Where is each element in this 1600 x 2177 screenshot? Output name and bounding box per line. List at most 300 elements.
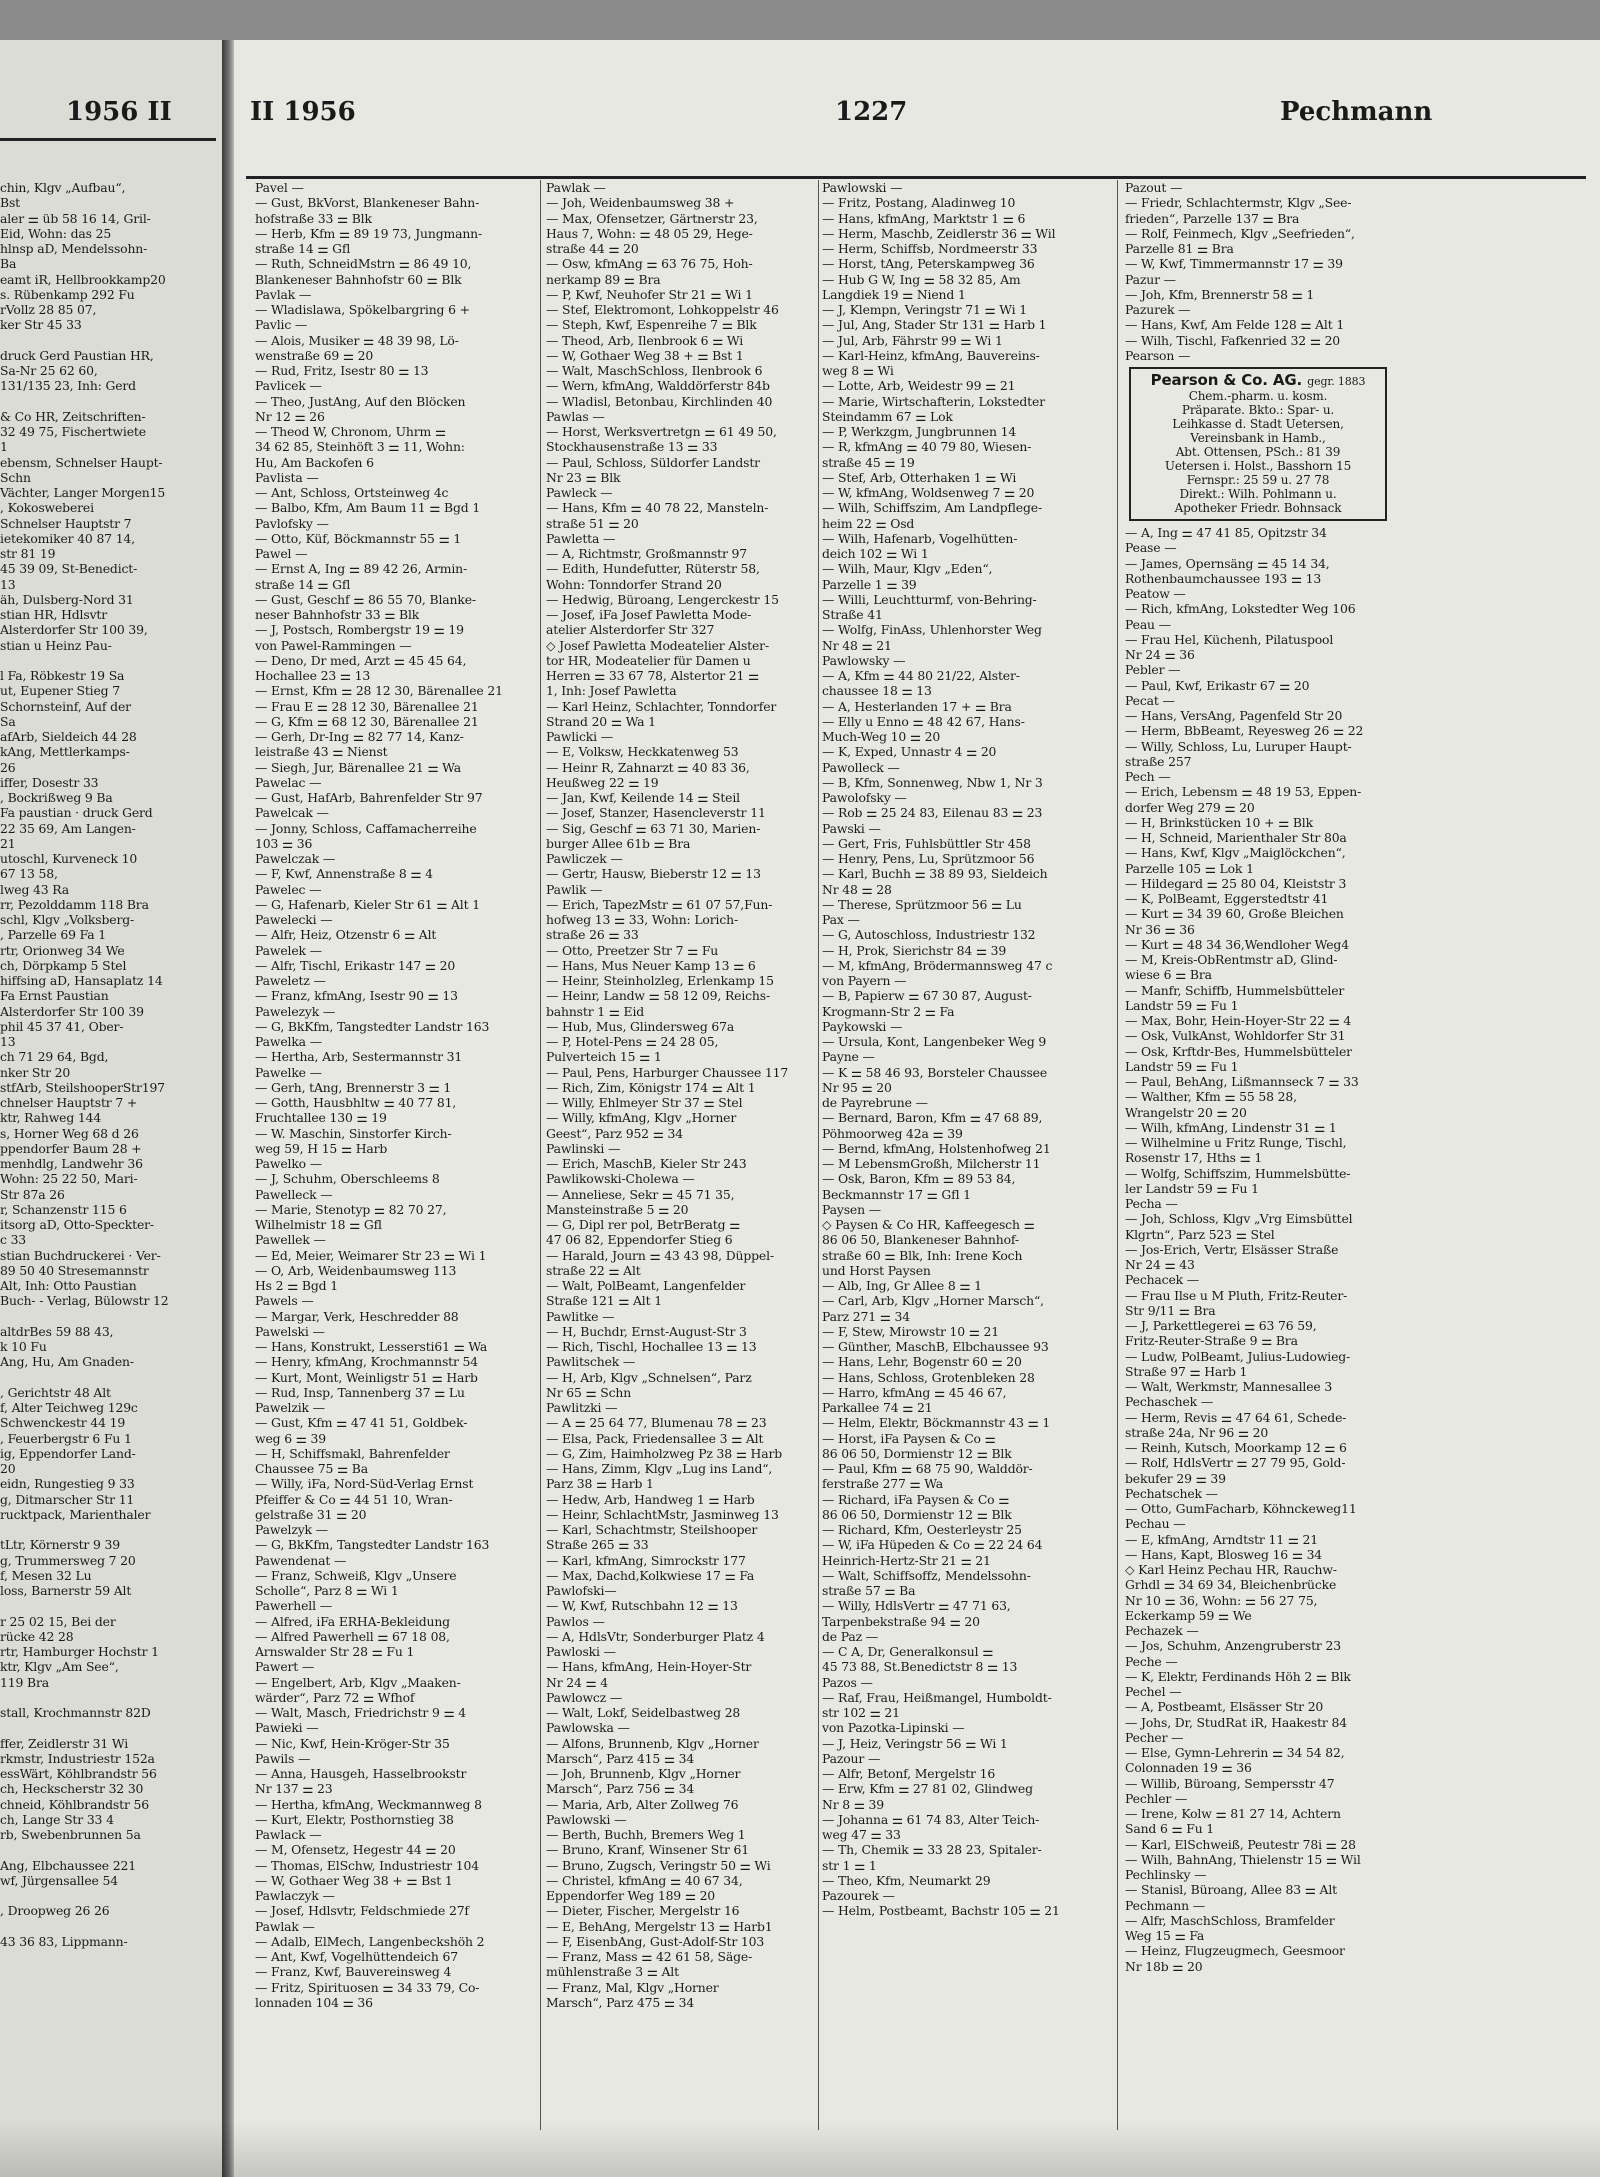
directory-line: — H, Schiffsmakl, Bahrenfelder (255, 1445, 450, 1461)
directory-line: — Herm, Schiffsb, Nordmeerstr 33 (822, 241, 1038, 256)
directory-line: , Feuerbergstr 6 Fu 1 (0, 1430, 132, 1446)
directory-line: Nr 8 ⚌ 39 (822, 1796, 884, 1812)
directory-line: — Hans, Kwf, Am Felde 128 ⚌ Alt 1 (1125, 317, 1345, 333)
directory-line: — Hertha, Arb, Sestermannstr 31 (255, 1049, 463, 1065)
directory-line: Pawlowska — (546, 1720, 630, 1736)
directory-line: — Otto, Küf, Böckmannstr 55 ⚌ 1 (255, 530, 462, 546)
directory-line: — Nic, Kwf, Hein-Kröger-Str 35 (255, 1735, 450, 1751)
directory-line: r, Schanzenstr 115 6 (0, 1201, 127, 1217)
column-divider (1117, 180, 1118, 2130)
directory-line: 21 (0, 835, 16, 851)
directory-line: Nr 65 ⚌ Schn (546, 1384, 632, 1400)
directory-line: — Ernst, Kfm ⚌ 28 12 30, Bärenallee 21 (255, 683, 503, 699)
directory-line: ktr, Klgv „Am See“, (0, 1659, 119, 1675)
directory-line: Payne — (822, 1049, 875, 1065)
directory-line (0, 333, 214, 348)
directory-line: — Gust, Kfm ⚌ 47 41 51, Goldbek- (255, 1415, 468, 1431)
directory-line: — Christel, kfmAng ⚌ 40 67 34, (546, 1872, 743, 1888)
directory-line: — Kurt, Elektr, Posthornstieg 38 (255, 1811, 454, 1827)
directory-line: stall, Krochmannstr 82D (0, 1705, 151, 1720)
directory-line: — Rich, Zim, Königstr 174 ⚌ Alt 1 (546, 1079, 756, 1095)
directory-line: — Stanisl, Büroang, Allee 83 ⚌ Alt (1125, 1882, 1337, 1898)
directory-line: Pechler — (1125, 1790, 1188, 1806)
directory-line: Pazos — (822, 1674, 873, 1690)
directory-line: Wohn: Tonndorfer Strand 20 (546, 576, 722, 592)
directory-line: 20 (0, 1461, 16, 1476)
directory-line: — Max, Dachd,Kolkwiese 17 ⚌ Fa (546, 1567, 755, 1583)
directory-line: Pavel — (255, 180, 304, 195)
directory-line: Krogmann-Str 2 ⚌ Fa (822, 1003, 955, 1019)
directory-line: straße 51 ⚌ 20 (546, 515, 639, 531)
directory-line: — Hans, Mus Neuer Kamp 13 ⚌ 6 (546, 957, 756, 973)
directory-line: — Wilhelmine u Fritz Runge, Tischl, (1125, 1135, 1347, 1150)
directory-line: — Joh, Schloss, Klgv „Vrg Eimsbüttel (1125, 1211, 1353, 1227)
directory-line: — Karl, ElSchweiß, Peutestr 78i ⚌ 28 (1125, 1836, 1356, 1852)
directory-line: Chaussee 75 ⚌ Ba (255, 1461, 368, 1476)
directory-line (0, 1842, 214, 1857)
directory-line: Pazout — (1125, 180, 1183, 195)
left-page-header: 1956 II (66, 97, 172, 127)
directory-line: straße 14 ⚌ Gfl (255, 576, 351, 592)
directory-line: — Deno, Dr med, Arzt ⚌ 45 45 64, (255, 652, 467, 668)
directory-line: Nr 36 ⚌ 36 (1125, 921, 1195, 937)
directory-line: Pechatschek — (1125, 1485, 1218, 1501)
directory-line: — Alfons, Brunnenb, Klgv „Horner (546, 1735, 759, 1751)
directory-line: wärder“, Parz 72 ⚌ Wfhof (255, 1689, 415, 1705)
directory-line: Colonnaden 19 ⚌ 36 (1125, 1760, 1252, 1776)
directory-line: Stockhausenstraße 13 ⚌ 33 (546, 439, 718, 455)
directory-line: — Bernard, Baron, Kfm ⚌ 47 68 89, (822, 1110, 1043, 1126)
directory-line: Landstr 59 ⚌ Fu 1 (1125, 997, 1239, 1013)
directory-line: Pawlicki — (546, 729, 613, 744)
directory-line: Buch- - Verlag, Bülowstr 12 (0, 1293, 169, 1309)
directory-line: 1, Inh: Josef Pawletta (546, 683, 677, 699)
directory-line: — Wilh, BahnAng, Thielenstr 15 ⚌ Wil (1125, 1851, 1361, 1867)
directory-line: — A, Ing ⚌ 47 41 85, Opitzstr 34 (1125, 525, 1327, 540)
directory-line: menhdlg, Landwehr 36 (0, 1156, 143, 1171)
directory-line: — M, Kreis-ObRentmstr aD, Glind- (1125, 952, 1338, 967)
directory-line: k 10 Fu (0, 1339, 47, 1354)
directory-line: straße 22 ⚌ Alt (546, 1262, 641, 1278)
directory-line: — Walther, Kfm ⚌ 55 58 28, (1125, 1089, 1297, 1105)
directory-line: Pawolofsky — (822, 790, 907, 805)
directory-line: ut, Eupener Stieg 7 (0, 683, 120, 699)
directory-line: — Kurt, Mont, Weinligstr 51 ⚌ Harb (255, 1369, 478, 1385)
directory-line: — O, Arb, Weidenbaumsweg 113 (255, 1262, 457, 1278)
directory-line: — G, Dipl rer pol, BetrBeratg ⚌ (546, 1217, 741, 1232)
directory-line: — Else, Gymn-Lehrerin ⚌ 34 54 82, (1125, 1745, 1345, 1760)
directory-line: 45 73 88, St.Benedictstr 8 ⚌ 13 (822, 1659, 1018, 1675)
directory-line: Pebler — (1125, 662, 1181, 678)
directory-line: — Ludw, PolBeamt, Julius-Ludowieg- (1125, 1348, 1351, 1364)
directory-line: — Günther, MaschB, Elbchaussee 93 (822, 1339, 1049, 1354)
directory-line: — Harro, kfmAng ⚌ 45 46 67, (822, 1384, 1007, 1400)
directory-line: Pavlak — (255, 286, 312, 302)
directory-line: Sa-Nr 25 62 60, (0, 363, 98, 378)
directory-line: — Walt, Lokf, Seidelbastweg 28 (546, 1705, 741, 1720)
directory-line: Marsch“, Parz 756 ⚌ 34 (546, 1781, 695, 1797)
directory-line: — Fritz, Spirituosen ⚌ 34 33 79, Co- (255, 1979, 480, 1995)
directory-line: — Harald, Journ ⚌ 43 43 98, Düppel- (546, 1247, 774, 1263)
directory-line: — Josef, iFa Josef Pawletta Mode- (546, 607, 752, 622)
directory-line: — Gerh, tAng, Brennerstr 3 ⚌ 1 (255, 1079, 452, 1095)
directory-line: Pechaschek — (1125, 1394, 1214, 1410)
directory-line: — Rolf, Feinmech, Klgv „Seefrieden“, (1125, 225, 1355, 241)
directory-line: — A, HdlsVtr, Sonderburger Platz 4 (546, 1628, 765, 1644)
directory-line: — Jonny, Schloss, Caffamacherreihe (255, 820, 477, 836)
directory-line: Pawelec — (255, 881, 322, 897)
directory-line: Nr 18b ⚌ 20 (1125, 1958, 1203, 1974)
directory-line: — Rolf, HdlsVertr ⚌ 27 79 95, Gold- (1125, 1455, 1346, 1471)
directory-line: s. Rübenkamp 292 Fu (0, 286, 135, 302)
column-divider (540, 180, 541, 2130)
directory-line: — Hans, Kfm ⚌ 40 78 22, Mansteln- (546, 500, 769, 516)
directory-line: — Johs, Dr, StudRat iR, Haakestr 84 (1125, 1714, 1347, 1730)
directory-line: — Stef, Arb, Otterhaken 1 ⚌ Wi (822, 469, 1017, 485)
directory-line: — Balbo, Kfm, Am Baum 11 ⚌ Bgd 1 (255, 500, 481, 516)
directory-line: 22 35 69, Am Langen- (0, 820, 136, 836)
directory-line: Nr 137 ⚌ 23 (255, 1781, 333, 1797)
directory-line: — James, Opernsäng ⚌ 45 14 34, (1125, 555, 1330, 571)
directory-line: — Alfr, Betonf, Mergelstr 16 (822, 1766, 996, 1781)
directory-line: 1 (0, 439, 8, 455)
directory-line: — K ⚌ 58 46 93, Borsteler Chaussee (822, 1064, 1048, 1080)
directory-line: Straße 121 ⚌ Alt 1 (546, 1293, 662, 1309)
directory-line: — E, kfmAng, Arndtstr 11 ⚌ 21 (1125, 1531, 1318, 1547)
directory-line: — Gert, Fris, Fuhlsbüttler Str 458 (822, 835, 1031, 851)
directory-line: — Theod W, Chronom, Uhrm ⚌ (255, 424, 446, 439)
directory-line: , Parzelle 69 Fa 1 (0, 927, 106, 943)
directory-line: str 102 ⚌ 21 (822, 1705, 900, 1720)
directory-line: Haus 7, Wohn: ⚌ 48 05 29, Hege- (546, 225, 753, 241)
directory-line: — Walt, PolBeamt, Langenfelder (546, 1278, 746, 1293)
directory-line: Pawlowcz — (546, 1689, 623, 1705)
directory-line: Pawelko — (255, 1156, 323, 1171)
directory-line: straße 26 ⚌ 33 (546, 927, 639, 943)
directory-line: ker Str 45 33 (0, 317, 82, 333)
directory-line: — Max, Bohr, Hein-Hoyer-Str 22 ⚌ 4 (1125, 1013, 1352, 1028)
directory-line: ◇ Josef Pawletta Modeatelier Alster- (546, 637, 769, 653)
directory-line: — Sig, Geschf ⚌ 63 71 30, Marien- (546, 820, 761, 836)
directory-line: Pavlicek — (255, 378, 322, 394)
directory-line: essWärt, Köhlbrandstr 56 (0, 1766, 157, 1781)
directory-line: straße 24a, Nr 96 ⚌ 20 (1125, 1424, 1269, 1440)
directory-line: — Gust, Geschf ⚌ 86 55 70, Blanke- (255, 591, 476, 607)
directory-line: — G, BkKfm, Tangstedter Landstr 163 (255, 1537, 490, 1553)
directory-line: — Willy, HdlsVertr ⚌ 47 71 63, (822, 1598, 1011, 1614)
directory-line: Pawelzyk — (255, 1522, 328, 1537)
directory-line: stian HR, Hdlsvtr (0, 607, 108, 622)
directory-line: — W, Gothaer Weg 38 + ⚌ Bst 1 (255, 1872, 453, 1888)
directory-line: von Pawel-Rammingen — (255, 637, 412, 653)
directory-line: — Helm, Elektr, Böckmannstr 43 ⚌ 1 (822, 1415, 1051, 1431)
directory-line: Parz 271 ⚌ 34 (822, 1308, 911, 1324)
directory-line: — Herb, Kfm ⚌ 89 19 73, Jungmann- (255, 225, 483, 241)
page-year-header: II 1956 (250, 97, 356, 127)
directory-line: — Franz, Schweiß, Klgv „Unsere (255, 1567, 457, 1583)
directory-line: ig, Eppendorfer Land- (0, 1445, 136, 1461)
directory-line: Pawelke — (255, 1064, 322, 1080)
directory-line: — Richard, Kfm, Oesterleystr 25 (822, 1522, 1022, 1537)
directory-line: — F, Kwf, Annenstraße 8 ⚌ 4 (255, 866, 433, 882)
directory-line: — Wladislawa, Spökelbargring 6 + (255, 302, 470, 317)
directory-line: tor HR, Modeatelier für Damen u (546, 652, 751, 668)
directory-line: lonnaden 104 ⚌ 36 (255, 1994, 373, 2010)
directory-line: Tarpenbekstraße 94 ⚌ 20 (822, 1613, 980, 1629)
directory-line: weg 47 ⚌ 33 (822, 1827, 901, 1842)
directory-line: Pawelac — (255, 774, 322, 790)
directory-line: Ang, Hu, Am Gnaden- (0, 1354, 134, 1370)
directory-line: — K, Exped, Unnastr 4 ⚌ 20 (822, 744, 997, 760)
directory-line: — Joh, Kfm, Brennerstr 58 ⚌ 1 (1125, 286, 1315, 302)
directory-line: — Alfr, Tischl, Erikastr 147 ⚌ 20 (255, 957, 456, 973)
directory-line: iffer, Dosestr 33 (0, 774, 99, 790)
directory-line: Pawletta — (546, 530, 616, 546)
directory-line: Pawlowsky — (822, 652, 906, 668)
directory-line: Marsch“, Parz 415 ⚌ 34 (546, 1750, 695, 1766)
left-header-rule (0, 138, 216, 141)
directory-line: Nr 24 ⚌ 4 (546, 1674, 608, 1690)
directory-line: — Gust, BkVorst, Blankeneser Bahn- (255, 195, 480, 211)
directory-line: Pechel — (1125, 1684, 1182, 1699)
directory-line: — Jan, Kwf, Keilende 14 ⚌ Steil (546, 790, 740, 805)
directory-line: — Hans, Zimm, Klgv „Lug ins Land“, (546, 1461, 773, 1476)
directory-line: f, Alter Teichweg 129c (0, 1400, 138, 1415)
directory-line: str 1 ⚌ 1 (822, 1857, 877, 1873)
directory-line: straße 45 ⚌ 19 (822, 454, 915, 470)
directory-line: Alt, Inh: Otto Paustian (0, 1278, 137, 1293)
directory-line: Nr 95 ⚌ 20 (822, 1079, 892, 1095)
directory-line: Eppendorfer Weg 189 ⚌ 20 (546, 1888, 716, 1903)
directory-column-4 (1125, 180, 1393, 2130)
directory-line: Weg 15 ⚌ Fa (1125, 1928, 1205, 1943)
directory-line: — H, Arb, Klgv „Schnelsen“, Parz (546, 1369, 752, 1385)
directory-line: Pawelski — (255, 1323, 325, 1339)
directory-line: Hochallee 23 ⚌ 13 (255, 668, 371, 683)
directory-line: — Ursula, Kont, Langenbeker Weg 9 (822, 1034, 1047, 1049)
directory-line: rVollz 28 85 07, (0, 302, 97, 317)
directory-line: — Alois, Musiker ⚌ 48 39 98, Lö- (255, 332, 459, 348)
directory-line: Much-Weg 10 ⚌ 20 (822, 729, 941, 744)
directory-line (0, 1919, 214, 1934)
directory-line: Scholle“, Parz 8 ⚌ Wi 1 (255, 1583, 399, 1598)
directory-line: Präparate. Bkto.: Spar- u. (1181, 403, 1335, 417)
directory-line: Straße 265 ⚌ 33 (546, 1537, 649, 1553)
directory-line: — Heinr, Steinholzleg, Erlenkamp 15 (546, 973, 774, 988)
directory-line: gelstraße 31 ⚌ 20 (255, 1506, 367, 1522)
directory-line: — Herm, Revis ⚌ 47 64 61, Schede- (1125, 1409, 1347, 1425)
directory-line: Rosenstr 17, Hths ⚌ 1 (1125, 1150, 1263, 1166)
directory-line: — Wilh, Hafenarb, Vogelhütten- (822, 530, 1018, 546)
directory-line: Eid, Wohn: das 25 (0, 225, 112, 241)
directory-line: Pawolleck — (822, 759, 900, 775)
directory-line: — Wolfg, Schiffszim, Hummelsbütte- (1125, 1165, 1351, 1181)
directory-column-2 (546, 180, 824, 2130)
directory-line: Hs 2 ⚌ Bgd 1 (255, 1278, 338, 1293)
directory-line (0, 1598, 214, 1613)
directory-line: — Otto, GumFacharb, Köhnckeweg11 (1125, 1501, 1357, 1516)
directory-line: Straße 41 (822, 607, 883, 622)
directory-line: Pazur — (1125, 271, 1176, 287)
directory-line: 86 06 50, Dormienstr 12 ⚌ Blk (822, 1506, 1012, 1522)
directory-line: Geest“, Parz 952 ⚌ 34 (546, 1125, 683, 1141)
directory-line: — Alfred Pawerhell ⚌ 67 18 08, (255, 1628, 450, 1644)
directory-line: Schornsteinf, Auf der (0, 698, 131, 714)
directory-line: Pearson — (1125, 347, 1191, 363)
directory-line: Pecat — (1125, 692, 1175, 708)
directory-line: Wrangelstr 20 ⚌ 20 (1125, 1104, 1247, 1120)
directory-line: — F, Stew, Mirowstr 10 ⚌ 21 (822, 1323, 999, 1339)
directory-line: Pawlitzki — (546, 1400, 618, 1415)
directory-line: — Horst, iFa Paysen & Co ⚌ (822, 1430, 996, 1446)
directory-line: — K, Elektr, Ferdinands Höh 2 ⚌ Blk (1125, 1668, 1351, 1684)
directory-line: Ang, Elbchaussee 221 (0, 1857, 136, 1873)
directory-line: ler Landstr 59 ⚌ Fu 1 (1125, 1180, 1259, 1196)
directory-line: — Hans, kfmAng, Hein-Hoyer-Str (546, 1659, 752, 1675)
directory-line: — Karl-Heinz, kfmAng, Bauvereins- (822, 347, 1040, 363)
directory-line: — Willy, Schloss, Lu, Luruper Haupt- (1125, 738, 1352, 754)
directory-line: — Engelbert, Arb, Klgv „Maaken- (255, 1674, 461, 1690)
directory-line: Pazourek — (822, 1888, 895, 1903)
directory-line: — A, Hesterlanden 17 + ⚌ Bra (822, 698, 1012, 714)
directory-line: — Alfr, Heiz, Otzenstr 6 ⚌ Alt (255, 927, 437, 943)
directory-line: Blankeneser Bahnhofstr 60 ⚌ Blk (255, 271, 462, 287)
directory-line: nerkamp 89 ⚌ Bra (546, 271, 661, 287)
directory-line: rr, Pezolddamm 118 Bra (0, 896, 149, 912)
directory-line: Klgrtn“, Parz 523 ⚌ Stel (1125, 1226, 1275, 1242)
directory-line: ch, Lange Str 33 4 (0, 1811, 114, 1827)
directory-line (0, 1888, 214, 1903)
directory-line: — Franz, Mass ⚌ 42 61 58, Säge- (546, 1949, 753, 1964)
directory-line: — Thomas, ElSchw, Industriestr 104 (255, 1857, 479, 1873)
directory-line: — Gertr, Hausw, Bieberstr 12 ⚌ 13 (546, 866, 761, 882)
directory-line: Peatow — (1125, 586, 1186, 601)
directory-line: Pawelcak — (255, 805, 329, 821)
directory-line: — Hub, Mus, Glindersweg 67a (546, 1018, 735, 1034)
directory-line: — Hans, kfmAng, Marktstr 1 ⚌ 6 (822, 210, 1026, 226)
directory-line: itsorg aD, Otto-Speckter- (0, 1217, 154, 1232)
directory-line: Pawlitke — (546, 1308, 615, 1324)
directory-line: str 81 19 (0, 546, 56, 561)
directory-line: — W, Kwf, Rutschbahn 12 ⚌ 13 (546, 1598, 738, 1614)
directory-line: — Osk, VulkAnst, Wohldorfer Str 31 (1125, 1028, 1346, 1044)
directory-line: Paweletz — (255, 973, 326, 988)
directory-line (0, 653, 214, 668)
directory-line: Parzelle 105 ⚌ Lok 1 (1125, 860, 1254, 876)
directory-line: — Theod, Arb, Ilenbrook 6 ⚌ Wi (546, 332, 744, 348)
directory-line: — G, Autoschloss, Industriestr 132 (822, 927, 1036, 943)
directory-line: chaussee 18 ⚌ 13 (822, 683, 932, 699)
directory-line: Pawleck — (546, 485, 613, 500)
directory-line: — Raf, Frau, Heißmangel, Humboldt- (822, 1689, 1052, 1705)
directory-line: 119 Bra (0, 1674, 49, 1690)
directory-line: — Reinh, Kutsch, Moorkamp 12 ⚌ 6 (1125, 1440, 1347, 1455)
directory-line: — Ernst A, Ing ⚌ 89 42 26, Armin- (255, 561, 468, 577)
directory-line: — Elsa, Pack, Friedensallee 3 ⚌ Alt (546, 1430, 764, 1446)
directory-line: Pawlikowski-Cholewa — (546, 1171, 695, 1187)
directory-line: — Karl, Buchh ⚌ 38 89 93, Sieldeich (822, 866, 1048, 882)
directory-line: — Erw, Kfm ⚌ 27 81 02, Glindweg (822, 1781, 1033, 1797)
directory-line: — Karl, Schachtmstr, Steilshooper (546, 1522, 758, 1537)
directory-line: — B, Papierw ⚌ 67 30 87, August- (822, 988, 1032, 1004)
directory-line: — Osw, kfmAng ⚌ 63 76 75, Hoh- (546, 256, 753, 272)
directory-line: von Payern — (822, 973, 907, 988)
directory-line: — Edith, Hundefutter, Rüterstr 58, (546, 561, 760, 577)
directory-line: — Maria, Arb, Alter Zollweg 76 (546, 1796, 739, 1812)
directory-line: — Paul, Kfm ⚌ 68 75 90, Walddör- (822, 1461, 1033, 1476)
directory-line: — Heinr, Landw ⚌ 58 12 09, Reichs- (546, 988, 771, 1004)
directory-line: — Franz, Mal, Klgv „Horner (546, 1979, 719, 1995)
directory-line: — Wilh, Maur, Klgv „Eden“, (822, 561, 993, 577)
directory-line: Fa paustian · druck Gerd (0, 805, 153, 821)
directory-line: — Frau E ⚌ 28 12 30, Bärenallee 21 (255, 698, 479, 714)
directory-line: Pavlic — (255, 317, 308, 333)
directory-line: — G, Kfm ⚌ 68 12 30, Bärenallee 21 (255, 713, 479, 729)
directory-line: — M, Ofensetz, Hegestr 44 ⚌ 20 (255, 1842, 456, 1858)
directory-line: — A, Richtmstr, Großmannstr 97 (546, 546, 747, 561)
directory-line: Grhdl ⚌ 34 69 34, Bleichenbrücke (1125, 1577, 1337, 1593)
directory-line: — Henry, Pens, Lu, Sprützmoor 56 (822, 851, 1035, 866)
directory-line: rkmstr, Industriestr 152a (0, 1750, 155, 1766)
directory-line: Langdiek 19 ⚌ Niend 1 (822, 286, 966, 302)
directory-line: kAng, Mettlerkamps- (0, 744, 130, 760)
directory-line: Nr 48 ⚌ 21 (822, 637, 892, 653)
directory-line: chnelser Hauptstr 7 + (0, 1095, 138, 1110)
directory-line: burger Allee 61b ⚌ Bra (546, 835, 691, 851)
directory-line: Nr 24 ⚌ 36 (1125, 647, 1195, 662)
directory-line: — A, Kfm ⚌ 44 80 21/22, Alster- (822, 668, 1020, 683)
directory-line: Abt. Ottensen, PSch.: 81 39 (1175, 445, 1341, 459)
directory-line: — Th, Chemik ⚌ 33 28 23, Spitaler- (822, 1842, 1042, 1858)
directory-line: Peau — (1125, 616, 1171, 632)
directory-line: — Willib, Büroang, Sempersstr 47 (1125, 1775, 1335, 1791)
directory-line: Pechacek — (1125, 1272, 1200, 1288)
directory-line: Peche — (1125, 1653, 1178, 1669)
book-gutter (222, 40, 234, 2177)
pearson-advertisement (1129, 367, 1387, 521)
directory-line: — P, Kwf, Neuhofer Str 21 ⚌ Wi 1 (546, 286, 753, 302)
directory-line: — Josef, Hdlsvtr, Feldschmiede 27f (255, 1903, 469, 1919)
directory-line: — Franz, kfmAng, Isestr 90 ⚌ 13 (255, 988, 458, 1004)
directory-line: — H, Buchdr, Ernst-August-Str 3 (546, 1323, 747, 1339)
directory-line: eidn, Rungestieg 9 33 (0, 1476, 135, 1492)
directory-line: Straße 97 ⚌ Harb 1 (1125, 1363, 1248, 1379)
directory-line: — Anneliese, Sekr ⚌ 45 71 35, (546, 1186, 735, 1202)
directory-line: Str 87a 26 (0, 1186, 65, 1202)
directory-line: Pawlowski — (822, 180, 903, 195)
directory-line: — Margar, Verk, Heschredder 88 (255, 1308, 459, 1324)
directory-line: — Wladisl, Betonbau, Kirchlinden 40 (546, 393, 773, 409)
directory-line: — Hans, Konstrukt, Lessersti61 ⚌ Wa (255, 1339, 488, 1354)
directory-line: utoschl, Kurveneck 10 (0, 851, 138, 866)
directory-line: — Alfred, iFa ERHA-Bekleidung (255, 1613, 450, 1629)
directory-line: 26 (0, 759, 16, 775)
directory-line: Leihkasse d. Stadt Uetersen, (1172, 417, 1344, 431)
directory-line: Pawlik — (546, 881, 603, 897)
directory-line: 13 (0, 576, 16, 592)
directory-line: — Willi, Leuchtturmf, von-Behring- (822, 591, 1037, 607)
directory-line: — Walt, Schiffsoffz, Mendelssohn- (822, 1567, 1031, 1583)
directory-line: Pawelka — (255, 1034, 322, 1049)
directory-line: — Wolfg, FinAss, Uhlenhorster Weg (822, 622, 1042, 638)
directory-line: , Bockrißweg 9 Ba (0, 790, 113, 805)
directory-line: — Rob ⚌ 25 24 83, Eilenau 83 ⚌ 23 (822, 805, 1043, 821)
directory-line: — Joh, Brunnenb, Klgv „Horner (546, 1766, 741, 1781)
directory-line: ietekomiker 40 87 14, (0, 530, 135, 546)
directory-line: — Bernd, kfmAng, Holstenhofweg 21 (822, 1140, 1051, 1156)
directory-line: Pechau — (1125, 1516, 1186, 1532)
directory-line: mühlenstraße 3 ⚌ Alt (546, 1964, 679, 1980)
